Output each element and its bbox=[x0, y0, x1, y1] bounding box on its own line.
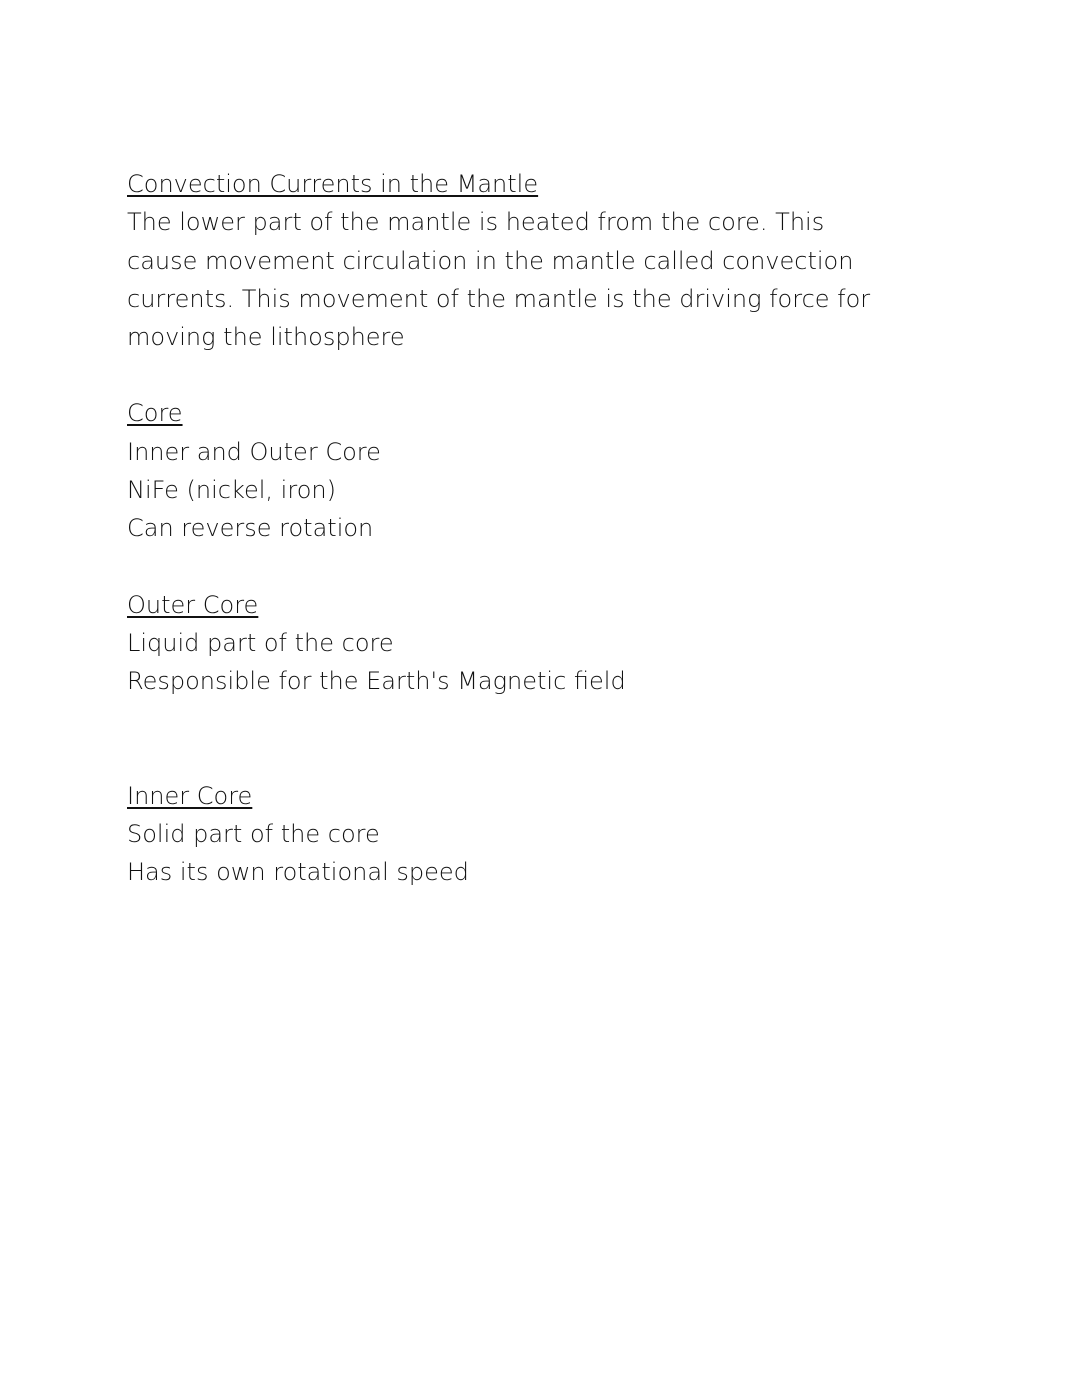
section-heading: Core bbox=[127, 399, 183, 428]
section-heading: Inner Core bbox=[127, 781, 253, 810]
text-line: Liquid part of the core bbox=[127, 628, 394, 657]
section-heading: Convection Currents in the Mantle bbox=[127, 170, 539, 198]
text-line: Responsible for the Earth's Magnetic field bbox=[127, 667, 626, 696]
text-line: Can reverse rotation bbox=[127, 514, 374, 543]
text-line: NiFe (nickel, iron) bbox=[127, 476, 336, 505]
paragraph: The lower part of the mantle is heated from the core. This cause movement circulation in the mantle called convection currents. This movement of the mantle is the driving force for moving the lithosphere bbox=[127, 208, 871, 352]
text-line: Inner and Outer Core bbox=[127, 437, 381, 466]
document-content bbox=[127, 165, 927, 891]
text-line: Solid part of the core bbox=[127, 819, 380, 848]
text-line: Has its own rotational speed bbox=[127, 858, 469, 887]
section-heading: Outer Core bbox=[127, 590, 259, 619]
